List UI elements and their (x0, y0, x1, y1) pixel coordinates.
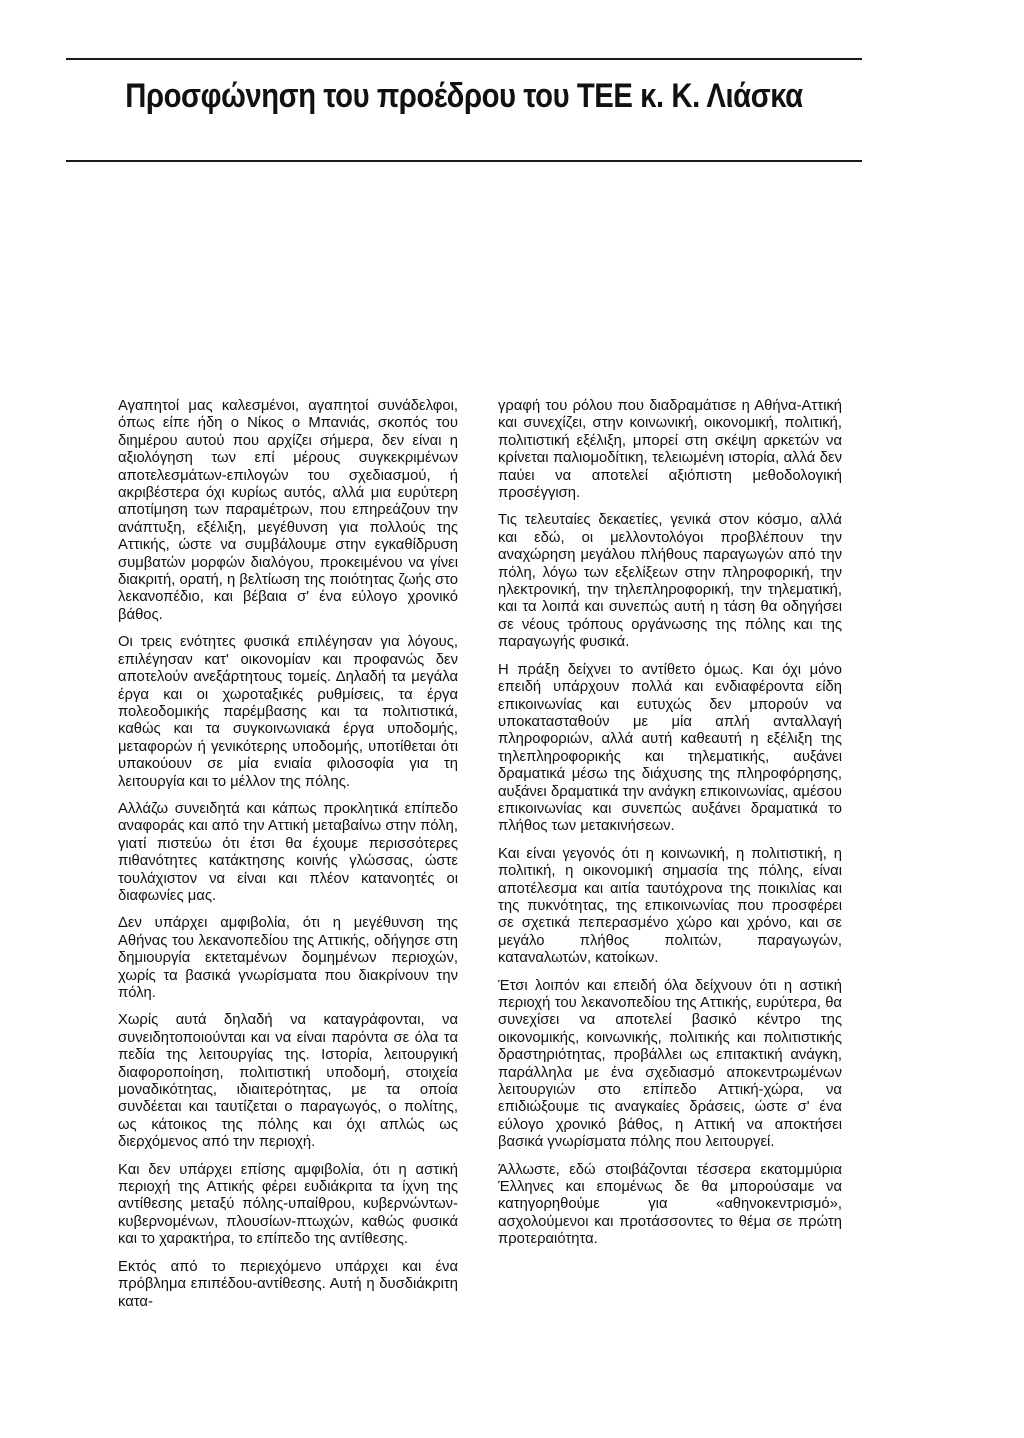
top-rule (66, 58, 862, 60)
paragraph: Η πράξη δείχνει το αντίθετο όμως. Και όχι μόνο επειδή υπάρχουν πολλά και ενδιαφέροντα είδη επικοινωνίας και ευτυχώς δεν μπορούν να υποκατασταθούν με μία απλή ανταλλαγή πληροφοριών, αλλά αυτή καθεαυτή η εξέλιξη της τηλεπληροφορικής και τηλεματικής, αυξάνει δραματικά μέσω της διάχυσης της πληροφόρησης, αυξάνει δραματικά την ανάγκη επικοινωνίας, αμέσου επικοινωνίας και συνεπώς αυξάνει δραματικά το πλήθος των μετακινήσεων. (498, 661, 842, 835)
paragraph: Αλλάζω συνειδητά και κάπως προκλητικά επίπεδο αναφοράς και από την Αττική μεταβαίνω στην πόλη, γιατί πιστεύω ότι έτσι θα έχουμε περισσότερες πιθανότητες κατάκτησης κοινής γλώσσας, ώστε τουλάχιστον να είναι και πλέον κατανοητές οι διαφωνίες μας. (118, 800, 458, 904)
paragraph: Άλλωστε, εδώ στοιβάζονται τέσσερα εκατομμύρια Έλληνες και επομένως δε θα μπορούσαμε να κατηγορηθούμε για «αθηνοκεντρισμό», ασχολούμενοι και προτάσσοντες το θέμα σε πρώτη προτεραιότητα. (498, 1161, 842, 1248)
paragraph: Έτσι λοιπόν και επειδή όλα δείχνουν ότι η αστική περιοχή του λεκανοπεδίου της Αττικής, ευρύτερα, θα συνεχίσει να αποτελεί βασικό κέντρο της οικονομικής, κοινωνικής, πολιτικής και πολιτιστικής δραστηριότητας, προβάλλει ως επιτακτική ανάγκη, παράλληλα με ένα σχεδιασμό αποκεντρωμένων λειτουργιών στο επίπεδο Αττική-χώρα, να επιδιώξουμε τις αναγκαίες δράσεις, ώστε σ' ένα εύλογο χρονικό βάθος, η Αττική να αποκτήσει βασικά γνωρίσματα πόλης που λειτουργεί. (498, 977, 842, 1151)
paragraph: Εκτός από το περιεχόμενο υπάρχει και ένα πρόβλημα επιπέδου-αντίθεσης. Αυτή η δυσδιάκριτη κατα- (118, 1258, 458, 1310)
title-rule (66, 160, 862, 162)
page-title: Προσφώνηση του προέδρου του ΤΕΕ κ. Κ. Λιάσκα (125, 77, 803, 115)
paragraph: Τις τελευταίες δεκαετίες, γενικά στον κόσμο, αλλά και εδώ, οι μελλοντολόγοι προβλέπουν την αναχώρηση μεγάλου πλήθους παραγωγών από την πόλη, λόγω των εξελίξεων στην πληροφορική, την ηλεκτρονική, την τηλεπληροφορική, την τηλεματική, και τα λοιπά και συνεπώς αυτή η τάση θα οδηγήσει σε νέους τρόπους οργάνωσης της πόλης και της παραγωγής φυσικά. (498, 512, 842, 651)
left-column (118, 398, 458, 1321)
paragraph: Και δεν υπάρχει επίσης αμφιβολία, ότι η αστική περιοχή της Αττικής φέρει ευδιάκριτα τα ίχνη της αντίθεσης μεταξύ πόλης-υπαίθρου, κυβερνώντων-κυβερνομένων, πλουσίων-πτωχών, καθώς φυσικά και το χαρακτήρα, το επίπεδο της αντίθεσης. (118, 1161, 458, 1248)
paragraph: Οι τρεις ενότητες φυσικά επιλέγησαν για λόγους, επιλέγησαν κατ' οικονομίαν και προφανώς δεν αποτελούν ανεξάρτητους τομείς. Δηλαδή τα μεγάλα έργα και οι χωροταξικές ρυθμίσεις, τα έργα πολεοδομικής παρέμβασης και τα πολιτιστικά, καθώς και τα συγκοινωνιακά έργα υποδομής, μεταφορών ή γενικότερης υποδομής, υποτίθεται ότι υπακούουν σε μία ενιαία φιλοσοφία για τη λειτουργία και το μέλλον της πόλης. (118, 634, 458, 790)
paragraph: Χωρίς αυτά δηλαδή να καταγράφονται, να συνειδητοποιούνται και να είναι παρόντα σε όλα τα πεδία της λειτουργίας της. Ιστορία, λειτουργική διαφοροποίηση, πολιτιστική υποδομή, στοιχεία μοναδικότητας, ιδιαιτερότητας, με τα οποία συνδέεται και ταυτίζεται ο παραγωγός, ο πολίτης, ως κάτοικος της πόλης και όχι απλώς ως διερχόμενος από την περιοχή. (118, 1012, 458, 1151)
right-column (498, 398, 842, 1259)
paragraph: Αγαπητοί μας καλεσμένοι, αγαπητοί συνάδελφοι, όπως είπε ήδη ο Νίκος ο Μπανιάς, σκοπός του διημέρου αυτού που αρχίζει σήμερα, δεν είναι η αξιολόγηση των επί μέρους συγκεκριμένων αποτελεσμάτων-επιλογών του σχεδιασμού, ή ακριβέστερα όχι κυρίως αυτός, αλλά μια ευρύτερη αποτίμηση των παραμέτρων, που επηρεάζουν την ανάπτυξη, εξέλιξη, μεγέθυνση για πολλούς της Αττικής, ώστε να συμβάλουμε στην εγκαθίδρυση συμβατών μορφών διαλόγου, προκειμένου να γίνει διακριτή, ορατή, η βελτίωση της ποιότητας ζωής στο λεκανοπέδιο, και βέβαια σ' ένα εύλογο χρονικό βάθος. (118, 398, 458, 623)
paragraph: Και είναι γεγονός ότι η κοινωνική, η πολιτιστική, η πολιτική, η οικονομική σημασία της πόλης, είναι αποτέλεσμα και αιτία ταυτόχρονα της ποικιλίας και της πυκνότητας, της επικοινωνίας που προσφέρει σε σχετικά πεπερασμένο χώρο και χρόνο, και σε μεγάλο πλήθος πολιτών, παραγωγών, καταναλωτών, κατοίκων. (498, 845, 842, 967)
paragraph: Δεν υπάρχει αμφιβολία, ότι η μεγέθυνση της Αθήνας του λεκανοπεδίου της Αττικής, οδήγησε στη δημιουργία εκτεταμένων δομημένων περιοχών, χωρίς τα βασικά γνωρίσματα που διακρίνουν την πόλη. (118, 915, 458, 1001)
paragraph: γραφή του ρόλου που διαδραμάτισε η Αθήνα-Αττική και συνεχίζει, στην κοινωνική, οικονομική, πολιτική, πολιτιστική εξέλιξη, μπορεί στη σκέψη αρκετών να κρίνεται παλιομοδίτικη, τελειωμένη ιστορία, αλλά δεν παύει να αποτελεί αξιόπιστη μεθοδολογική προσέγγιση. (498, 398, 842, 502)
